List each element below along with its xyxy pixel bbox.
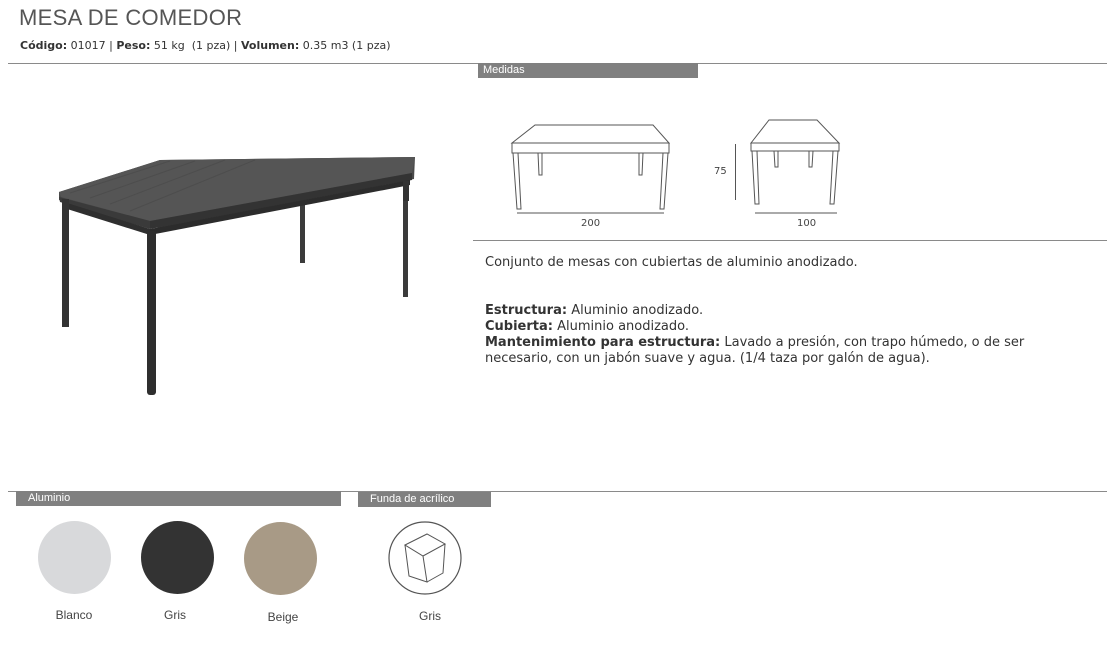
swatch-label-gris: Gris xyxy=(164,608,186,622)
front-view-diagram xyxy=(505,120,675,216)
mantenimiento-label: Mantenimiento para estructura: xyxy=(485,335,721,350)
product-specs xyxy=(20,39,391,52)
product-image xyxy=(50,155,420,400)
mantenimiento-value: Lavado a presión, con trapo húmedo, o de ser necesario, con un jabón suave y agua. (1/4 taza por galón de agua). xyxy=(485,335,1025,366)
width-dimension: 200 xyxy=(581,218,601,229)
mantenimiento-line xyxy=(485,335,1085,367)
swatch-label-beige: Beige xyxy=(267,610,299,624)
estructura-value: Aluminio anodizado. xyxy=(571,303,704,318)
table-cover-icon[interactable] xyxy=(387,520,463,596)
swatch-label-blanco: Blanco xyxy=(55,608,93,622)
cubierta-value: Aluminio anodizado. xyxy=(557,319,690,334)
estructura-line xyxy=(485,303,1085,319)
volumen-label: Volumen: xyxy=(241,39,300,52)
page-title: MESA DE COMEDOR xyxy=(19,5,243,30)
cubierta-label: Cubierta: xyxy=(485,319,553,334)
swatch-blanco[interactable] xyxy=(38,521,111,594)
codigo-label: Código: xyxy=(20,39,68,52)
funda-label-gris: Gris xyxy=(419,609,441,623)
medidas-tab: Medidas xyxy=(478,63,698,78)
swatch-gris[interactable] xyxy=(141,521,214,594)
codigo-value: 01017 xyxy=(70,39,106,52)
depth-dimension: 100 xyxy=(797,218,817,229)
medidas-divider xyxy=(473,240,1107,241)
funda-tab: Funda de acrílico xyxy=(358,492,491,507)
side-view-diagram xyxy=(745,116,845,216)
height-dimension-line xyxy=(735,144,736,200)
peso-value: 51 kg (1 pza) xyxy=(153,39,231,52)
cubierta-line xyxy=(485,319,1085,335)
estructura-label: Estructura: xyxy=(485,303,568,318)
swatch-beige[interactable] xyxy=(244,522,317,595)
aluminio-tab: Aluminio xyxy=(16,491,341,506)
separator: | xyxy=(233,39,238,52)
product-description: Conjunto de mesas con cubiertas de aluminio anodizado. xyxy=(485,255,858,270)
peso-label: Peso: xyxy=(116,39,151,52)
height-dimension: 75 xyxy=(714,166,727,177)
volumen-value: 0.35 m3 (1 pza) xyxy=(302,39,391,52)
product-details xyxy=(485,303,1085,367)
separator: | xyxy=(109,39,113,52)
